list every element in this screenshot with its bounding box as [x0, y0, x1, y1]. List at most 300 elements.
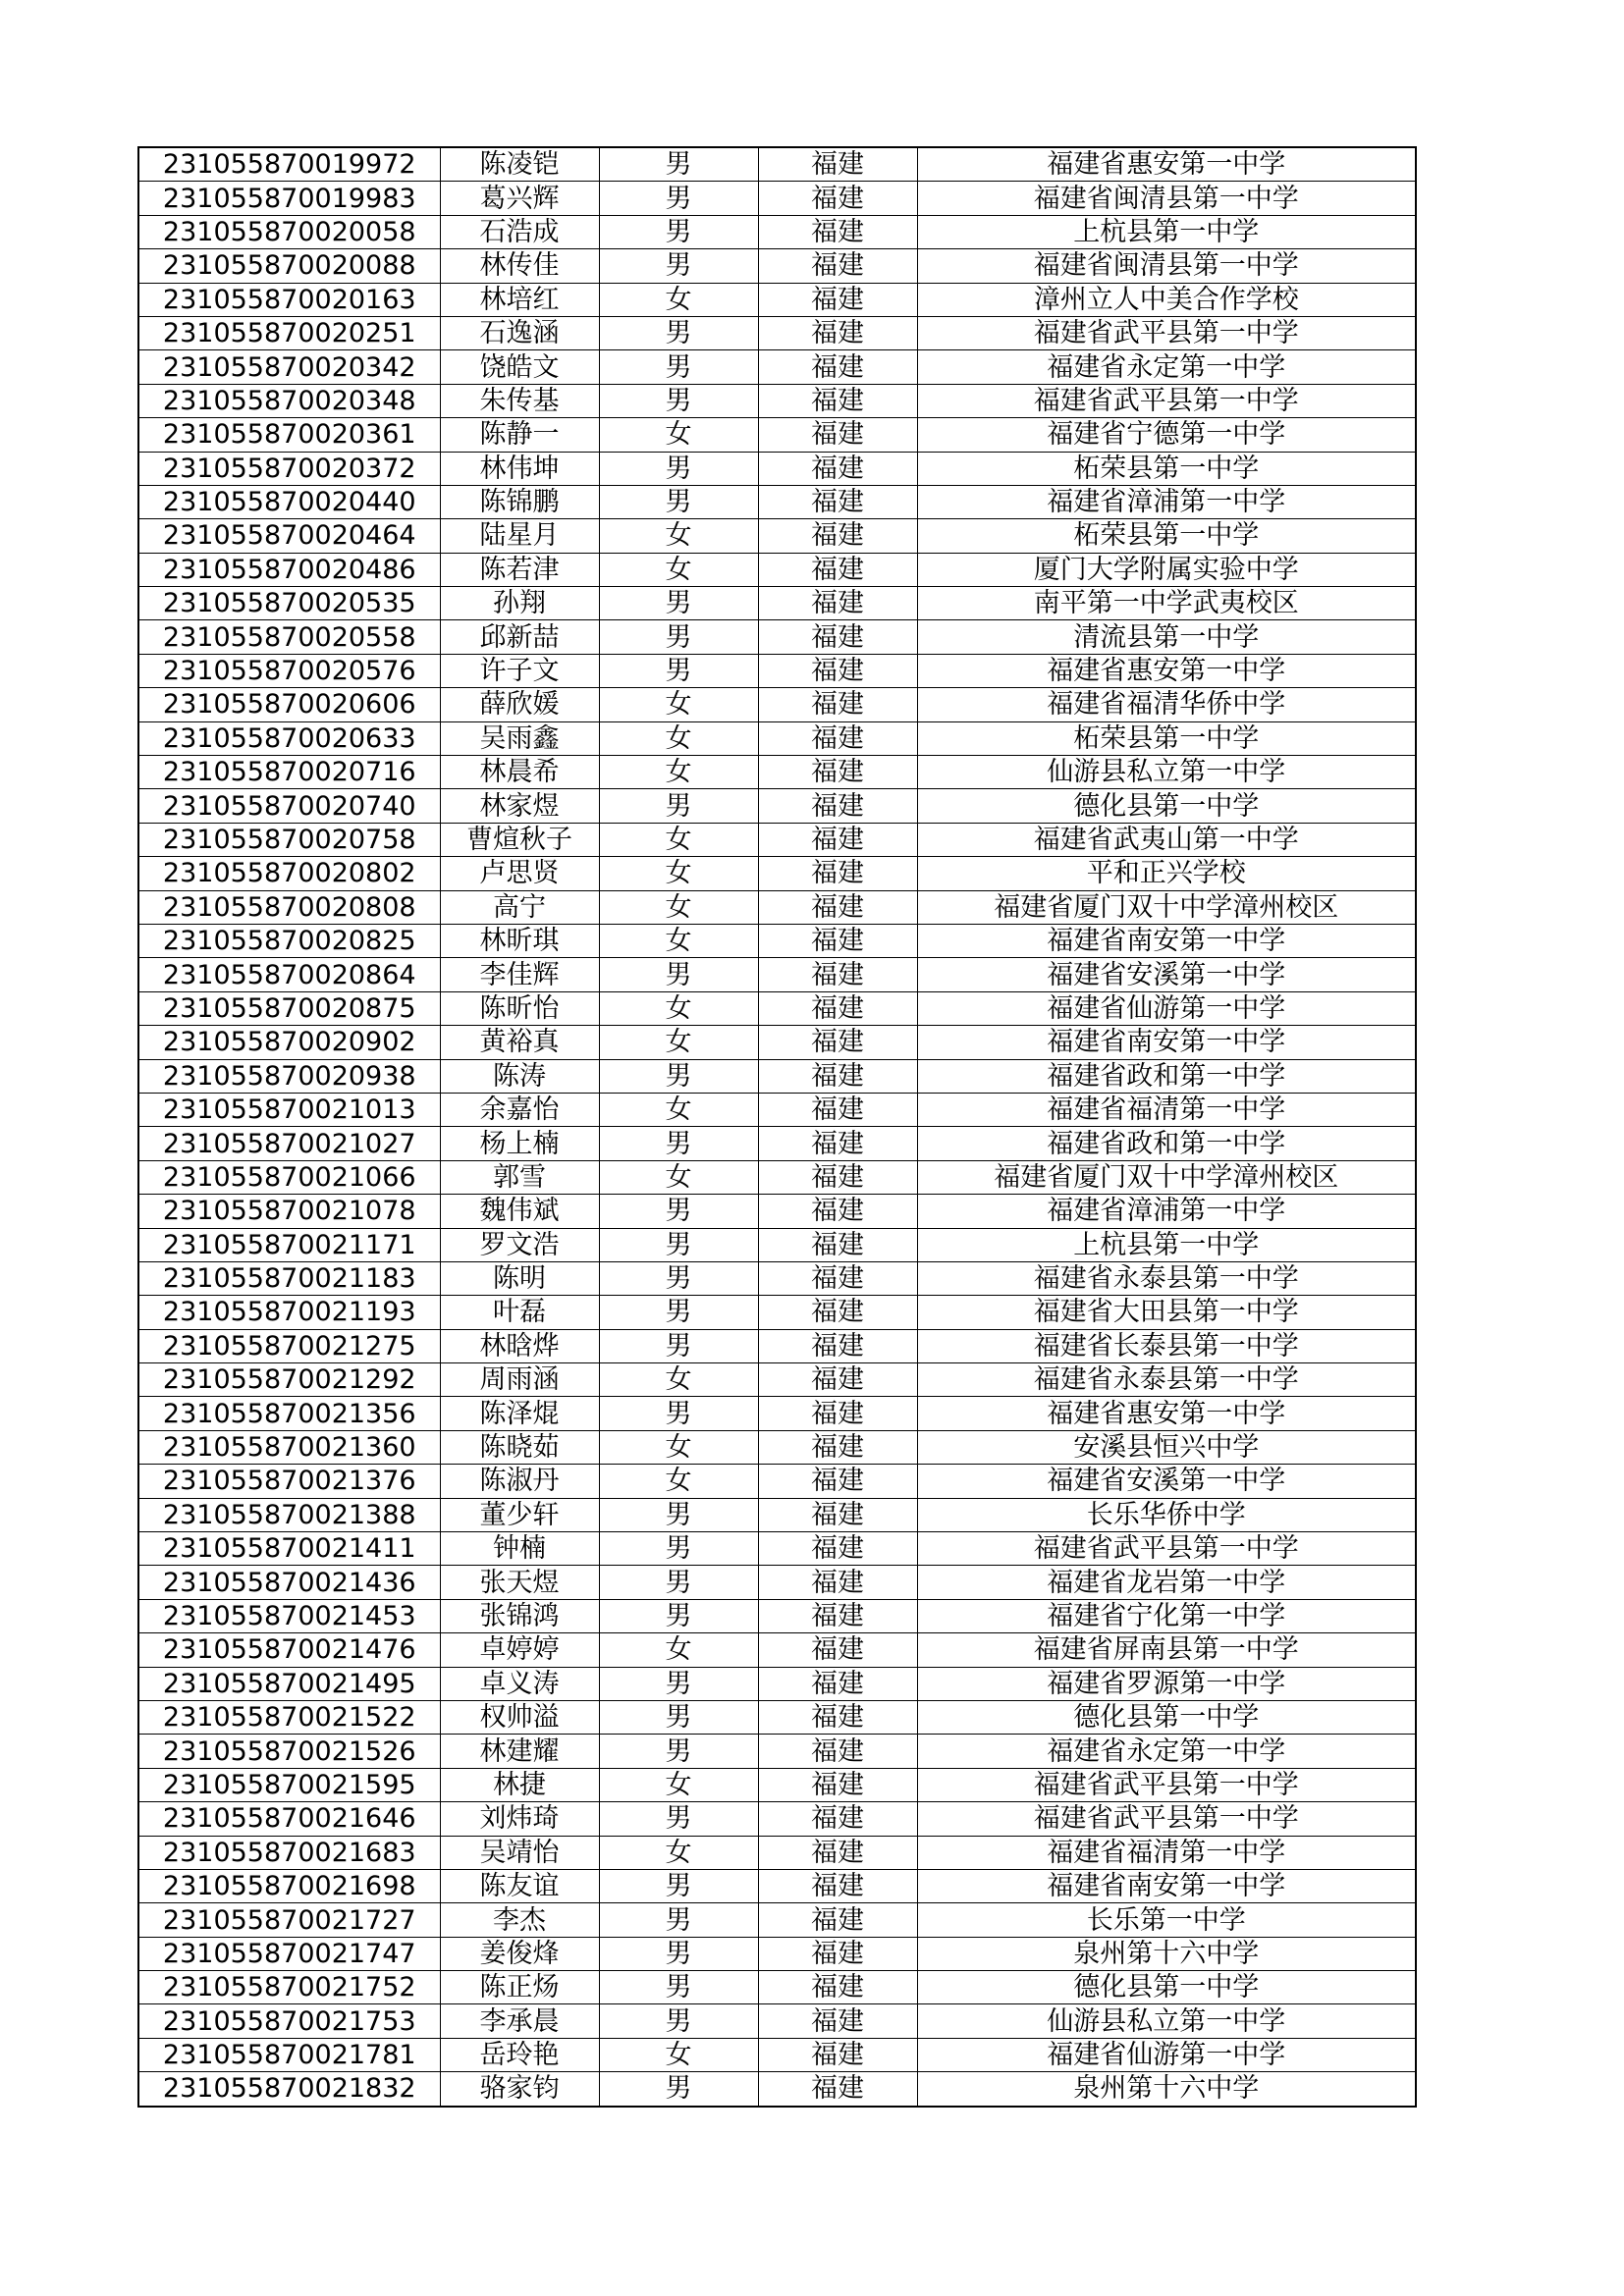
student-school-cell: 柘荣县第一中学: [917, 519, 1416, 553]
student-school-cell: 福建省福清第一中学: [917, 1093, 1416, 1126]
student-school-cell: 福建省仙游第一中学: [917, 991, 1416, 1025]
table-row: [138, 1160, 1416, 1194]
student-id-cell: 231055870021275: [138, 1329, 440, 1362]
student-id-cell: 231055870021522: [138, 1700, 440, 1734]
student-sex-cell: 女: [599, 1160, 758, 1194]
student-id-cell: 231055870021753: [138, 2004, 440, 2038]
student-school-cell: 福建省闽清县第一中学: [917, 249, 1416, 283]
student-sex-cell: 男: [599, 316, 758, 349]
student-province-cell: 福建: [758, 890, 917, 924]
student-province-cell: 福建: [758, 721, 917, 755]
table-row: [138, 1363, 1416, 1397]
student-province-cell: 福建: [758, 1059, 917, 1093]
student-province-cell: 福建: [758, 1465, 917, 1498]
student-province-cell: 福建: [758, 1026, 917, 1059]
student-school-cell: 福建省惠安第一中学: [917, 1397, 1416, 1430]
student-province-cell: 福建: [758, 553, 917, 586]
student-school-cell: 福建省永泰县第一中学: [917, 1363, 1416, 1397]
student-school-cell: 福建省武平县第一中学: [917, 1768, 1416, 1801]
student-sex-cell: 男: [599, 587, 758, 620]
student-province-cell: 福建: [758, 1498, 917, 1531]
student-sex-cell: 男: [599, 1566, 758, 1599]
table-row: [138, 1700, 1416, 1734]
student-province-cell: 福建: [758, 654, 917, 687]
table-row: [138, 182, 1416, 215]
student-province-cell: 福建: [758, 688, 917, 721]
student-sex-cell: 女: [599, 1465, 758, 1498]
student-sex-cell: 男: [599, 1802, 758, 1836]
student-sex-cell: 男: [599, 1599, 758, 1632]
student-sex-cell: 女: [599, 283, 758, 316]
student-sex-cell: 男: [599, 485, 758, 518]
student-sex-cell: 男: [599, 215, 758, 248]
student-school-cell: 福建省福清第一中学: [917, 1836, 1416, 1869]
student-sex-cell: 男: [599, 1228, 758, 1261]
student-name-cell: 林昕琪: [440, 924, 599, 957]
student-id-cell: 231055870020361: [138, 418, 440, 452]
student-school-cell: 福建省永定第一中学: [917, 350, 1416, 384]
student-id-cell: 231055870020163: [138, 283, 440, 316]
student-sex-cell: 女: [599, 857, 758, 890]
student-name-cell: 姜俊烽: [440, 1937, 599, 1970]
table-row: [138, 1802, 1416, 1836]
student-name-cell: 葛兴辉: [440, 182, 599, 215]
student-id-cell: 231055870020716: [138, 756, 440, 789]
table-row: [138, 1059, 1416, 1093]
student-name-cell: 石浩成: [440, 215, 599, 248]
student-school-cell: 福建省武平县第一中学: [917, 1802, 1416, 1836]
student-name-cell: 陆星月: [440, 519, 599, 553]
student-province-cell: 福建: [758, 1195, 917, 1228]
student-province-cell: 福建: [758, 249, 917, 283]
student-id-cell: 231055870021356: [138, 1397, 440, 1430]
student-name-cell: 李杰: [440, 1903, 599, 1937]
student-province-cell: 福建: [758, 1802, 917, 1836]
student-name-cell: 孙翔: [440, 587, 599, 620]
student-province-cell: 福建: [758, 620, 917, 654]
student-name-cell: 吴靖怡: [440, 1836, 599, 1869]
student-id-cell: 231055870020875: [138, 991, 440, 1025]
student-name-cell: 魏伟斌: [440, 1195, 599, 1228]
student-sex-cell: 女: [599, 1633, 758, 1667]
student-school-cell: 福建省大田县第一中学: [917, 1296, 1416, 1329]
table-row: [138, 553, 1416, 586]
table-row: [138, 1667, 1416, 1700]
student-school-cell: 福建省永定第一中学: [917, 1735, 1416, 1768]
student-province-cell: 福建: [758, 2072, 917, 2107]
student-name-cell: 李佳辉: [440, 958, 599, 991]
student-id-cell: 231055870020758: [138, 823, 440, 856]
student-province-cell: 福建: [758, 283, 917, 316]
student-province-cell: 福建: [758, 2004, 917, 2038]
student-sex-cell: 女: [599, 823, 758, 856]
student-name-cell: 杨上楠: [440, 1127, 599, 1160]
student-sex-cell: 男: [599, 452, 758, 485]
student-id-cell: 231055870021292: [138, 1363, 440, 1397]
student-id-cell: 231055870020740: [138, 789, 440, 823]
student-school-cell: 福建省安溪第一中学: [917, 1465, 1416, 1498]
student-sex-cell: 男: [599, 1937, 758, 1970]
student-province-cell: 福建: [758, 1633, 917, 1667]
student-name-cell: 饶皓文: [440, 350, 599, 384]
student-province-cell: 福建: [758, 418, 917, 452]
student-sex-cell: 男: [599, 1498, 758, 1531]
student-school-cell: 福建省惠安第一中学: [917, 147, 1416, 182]
student-province-cell: 福建: [758, 1127, 917, 1160]
table-row: [138, 316, 1416, 349]
student-province-cell: 福建: [758, 958, 917, 991]
student-school-cell: 长乐华侨中学: [917, 1498, 1416, 1531]
student-sex-cell: 男: [599, 1532, 758, 1566]
student-province-cell: 福建: [758, 789, 917, 823]
student-school-cell: 福建省宁化第一中学: [917, 1599, 1416, 1632]
student-sex-cell: 男: [599, 2004, 758, 2038]
table-row: [138, 1836, 1416, 1869]
table-row: [138, 2004, 1416, 2038]
student-name-cell: 陈涛: [440, 1059, 599, 1093]
student-name-cell: 陈友谊: [440, 1869, 599, 1902]
student-id-cell: 231055870021683: [138, 1836, 440, 1869]
student-id-cell: 231055870021453: [138, 1599, 440, 1632]
student-id-cell: 231055870020348: [138, 384, 440, 417]
table-row: [138, 1735, 1416, 1768]
student-sex-cell: 男: [599, 620, 758, 654]
student-sex-cell: 男: [599, 1735, 758, 1768]
student-name-cell: 权帅溢: [440, 1700, 599, 1734]
student-name-cell: 许子文: [440, 654, 599, 687]
student-id-cell: 231055870021698: [138, 1869, 440, 1902]
student-school-cell: 泉州第十六中学: [917, 2072, 1416, 2107]
student-school-cell: 厦门大学附属实验中学: [917, 553, 1416, 586]
student-school-cell: 福建省政和第一中学: [917, 1127, 1416, 1160]
student-school-cell: 长乐第一中学: [917, 1903, 1416, 1937]
student-name-cell: 陈明: [440, 1261, 599, 1295]
student-name-cell: 吴雨鑫: [440, 721, 599, 755]
table-row: [138, 1195, 1416, 1228]
student-province-cell: 福建: [758, 1329, 917, 1362]
table-row: [138, 688, 1416, 721]
student-school-cell: 福建省武夷山第一中学: [917, 823, 1416, 856]
student-name-cell: 陈正炀: [440, 1971, 599, 2004]
student-sex-cell: 男: [599, 1329, 758, 1362]
student-school-cell: 柘荣县第一中学: [917, 721, 1416, 755]
student-sex-cell: 男: [599, 654, 758, 687]
table-row: [138, 1566, 1416, 1599]
student-name-cell: 卓婷婷: [440, 1633, 599, 1667]
student-school-cell: 福建省漳浦第一中学: [917, 1195, 1416, 1228]
student-id-cell: 231055870021360: [138, 1430, 440, 1464]
student-sex-cell: 女: [599, 2038, 758, 2071]
student-sex-cell: 男: [599, 789, 758, 823]
student-province-cell: 福建: [758, 857, 917, 890]
student-province-cell: 福建: [758, 1397, 917, 1430]
student-sex-cell: 男: [599, 1667, 758, 1700]
student-roster-table: [137, 146, 1417, 2108]
student-sex-cell: 男: [599, 2072, 758, 2107]
student-id-cell: 231055870021752: [138, 1971, 440, 2004]
student-id-cell: 231055870020558: [138, 620, 440, 654]
student-id-cell: 231055870020938: [138, 1059, 440, 1093]
student-province-cell: 福建: [758, 1903, 917, 1937]
student-school-cell: 福建省长泰县第一中学: [917, 1329, 1416, 1362]
table-row: [138, 1261, 1416, 1295]
table-row: [138, 721, 1416, 755]
student-sex-cell: 女: [599, 1768, 758, 1801]
student-sex-cell: 女: [599, 721, 758, 755]
student-sex-cell: 女: [599, 1026, 758, 1059]
student-id-cell: 231055870020251: [138, 316, 440, 349]
student-sex-cell: 男: [599, 182, 758, 215]
student-id-cell: 231055870021526: [138, 1735, 440, 1768]
student-school-cell: 上杭县第一中学: [917, 1228, 1416, 1261]
student-school-cell: 福建省龙岩第一中学: [917, 1566, 1416, 1599]
table-row: [138, 1937, 1416, 1970]
student-province-cell: 福建: [758, 1566, 917, 1599]
student-province-cell: 福建: [758, 316, 917, 349]
student-province-cell: 福建: [758, 823, 917, 856]
student-id-cell: 231055870021595: [138, 1768, 440, 1801]
table-row: [138, 1768, 1416, 1801]
table-row: [138, 1869, 1416, 1902]
table-row: [138, 384, 1416, 417]
student-province-cell: 福建: [758, 1228, 917, 1261]
student-sex-cell: 女: [599, 756, 758, 789]
table-row: [138, 283, 1416, 316]
student-school-cell: 福建省厦门双十中学漳州校区: [917, 1160, 1416, 1194]
student-id-cell: 231055870021376: [138, 1465, 440, 1498]
student-id-cell: 231055870020058: [138, 215, 440, 248]
table-row: [138, 147, 1416, 182]
student-sex-cell: 男: [599, 1296, 758, 1329]
table-row: [138, 215, 1416, 248]
student-id-cell: 231055870019983: [138, 182, 440, 215]
student-id-cell: 231055870020464: [138, 519, 440, 553]
student-sex-cell: 男: [599, 249, 758, 283]
student-school-cell: 福建省武平县第一中学: [917, 384, 1416, 417]
student-sex-cell: 男: [599, 1195, 758, 1228]
table-row: [138, 2072, 1416, 2107]
student-name-cell: 岳玲艳: [440, 2038, 599, 2071]
student-name-cell: 陈静一: [440, 418, 599, 452]
student-name-cell: 林晗烨: [440, 1329, 599, 1362]
student-school-cell: 柘荣县第一中学: [917, 452, 1416, 485]
table-row: [138, 485, 1416, 518]
student-sex-cell: 男: [599, 1127, 758, 1160]
student-id-cell: 231055870021027: [138, 1127, 440, 1160]
student-id-cell: 231055870019972: [138, 147, 440, 182]
student-sex-cell: 男: [599, 1971, 758, 2004]
table-row: [138, 519, 1416, 553]
student-id-cell: 231055870021436: [138, 1566, 440, 1599]
student-name-cell: 刘炜琦: [440, 1802, 599, 1836]
student-school-cell: 德化县第一中学: [917, 789, 1416, 823]
student-id-cell: 231055870021832: [138, 2072, 440, 2107]
student-school-cell: 安溪县恒兴中学: [917, 1430, 1416, 1464]
student-province-cell: 福建: [758, 215, 917, 248]
table-row: [138, 1633, 1416, 1667]
student-name-cell: 叶磊: [440, 1296, 599, 1329]
student-school-cell: 德化县第一中学: [917, 1971, 1416, 2004]
student-id-cell: 231055870021747: [138, 1937, 440, 1970]
student-sex-cell: 女: [599, 1093, 758, 1126]
student-name-cell: 罗文浩: [440, 1228, 599, 1261]
student-name-cell: 曹煊秋子: [440, 823, 599, 856]
student-sex-cell: 男: [599, 1261, 758, 1295]
student-province-cell: 福建: [758, 1836, 917, 1869]
student-name-cell: 邱新喆: [440, 620, 599, 654]
table-row: [138, 587, 1416, 620]
student-id-cell: 231055870020606: [138, 688, 440, 721]
student-sex-cell: 男: [599, 1903, 758, 1937]
student-province-cell: 福建: [758, 756, 917, 789]
student-school-cell: 福建省漳浦第一中学: [917, 485, 1416, 518]
student-province-cell: 福建: [758, 182, 917, 215]
student-name-cell: 林家煜: [440, 789, 599, 823]
student-id-cell: 231055870021495: [138, 1667, 440, 1700]
student-id-cell: 231055870020372: [138, 452, 440, 485]
student-province-cell: 福建: [758, 1869, 917, 1902]
table-row: [138, 1599, 1416, 1632]
table-row: [138, 620, 1416, 654]
student-school-cell: 福建省南安第一中学: [917, 924, 1416, 957]
student-province-cell: 福建: [758, 2038, 917, 2071]
student-id-cell: 231055870021193: [138, 1296, 440, 1329]
table-row: [138, 823, 1416, 856]
student-province-cell: 福建: [758, 519, 917, 553]
table-row: [138, 756, 1416, 789]
student-school-cell: 德化县第一中学: [917, 1700, 1416, 1734]
table-row: [138, 452, 1416, 485]
table-row: [138, 924, 1416, 957]
student-province-cell: 福建: [758, 1667, 917, 1700]
student-name-cell: 陈凌铠: [440, 147, 599, 182]
student-name-cell: 钟楠: [440, 1532, 599, 1566]
student-sex-cell: 女: [599, 553, 758, 586]
student-name-cell: 卢思贤: [440, 857, 599, 890]
student-school-cell: 福建省宁德第一中学: [917, 418, 1416, 452]
table-row: [138, 1903, 1416, 1937]
student-id-cell: 231055870020802: [138, 857, 440, 890]
student-id-cell: 231055870020864: [138, 958, 440, 991]
student-name-cell: 郭雪: [440, 1160, 599, 1194]
student-province-cell: 福建: [758, 1532, 917, 1566]
table-row: [138, 991, 1416, 1025]
student-province-cell: 福建: [758, 1735, 917, 1768]
student-name-cell: 陈泽焜: [440, 1397, 599, 1430]
student-province-cell: 福建: [758, 485, 917, 518]
student-province-cell: 福建: [758, 147, 917, 182]
student-id-cell: 231055870020808: [138, 890, 440, 924]
student-school-cell: 福建省仙游第一中学: [917, 2038, 1416, 2071]
roster-body: [138, 147, 1416, 2107]
student-sex-cell: 女: [599, 1363, 758, 1397]
student-province-cell: 福建: [758, 924, 917, 957]
student-name-cell: 董少轩: [440, 1498, 599, 1531]
student-province-cell: 福建: [758, 1768, 917, 1801]
student-province-cell: 福建: [758, 991, 917, 1025]
student-name-cell: 林培红: [440, 283, 599, 316]
student-sex-cell: 女: [599, 890, 758, 924]
student-name-cell: 余嘉怡: [440, 1093, 599, 1126]
student-sex-cell: 女: [599, 1430, 758, 1464]
student-school-cell: 福建省福清华侨中学: [917, 688, 1416, 721]
student-school-cell: 上杭县第一中学: [917, 215, 1416, 248]
student-id-cell: 231055870020486: [138, 553, 440, 586]
table-row: [138, 1971, 1416, 2004]
table-row: [138, 1498, 1416, 1531]
table-row: [138, 1329, 1416, 1362]
table-row: [138, 1465, 1416, 1498]
table-row: [138, 1127, 1416, 1160]
student-province-cell: 福建: [758, 587, 917, 620]
student-name-cell: 骆家钧: [440, 2072, 599, 2107]
student-province-cell: 福建: [758, 1971, 917, 2004]
student-name-cell: 林传佳: [440, 249, 599, 283]
student-province-cell: 福建: [758, 1363, 917, 1397]
student-id-cell: 231055870020633: [138, 721, 440, 755]
student-name-cell: 陈晓茹: [440, 1430, 599, 1464]
student-name-cell: 林晨希: [440, 756, 599, 789]
student-province-cell: 福建: [758, 1599, 917, 1632]
student-school-cell: 福建省惠安第一中学: [917, 654, 1416, 687]
student-name-cell: 卓义涛: [440, 1667, 599, 1700]
table-row: [138, 2038, 1416, 2071]
table-row: [138, 654, 1416, 687]
student-school-cell: 仙游县私立第一中学: [917, 2004, 1416, 2038]
student-id-cell: 231055870021171: [138, 1228, 440, 1261]
student-id-cell: 231055870021388: [138, 1498, 440, 1531]
student-id-cell: 231055870021183: [138, 1261, 440, 1295]
student-sex-cell: 女: [599, 924, 758, 957]
student-sex-cell: 男: [599, 147, 758, 182]
student-name-cell: 张锦鸿: [440, 1599, 599, 1632]
student-school-cell: 福建省政和第一中学: [917, 1059, 1416, 1093]
student-school-cell: 福建省南安第一中学: [917, 1026, 1416, 1059]
student-id-cell: 231055870020576: [138, 654, 440, 687]
student-province-cell: 福建: [758, 1296, 917, 1329]
student-name-cell: 林伟坤: [440, 452, 599, 485]
student-province-cell: 福建: [758, 1093, 917, 1126]
student-id-cell: 231055870021646: [138, 1802, 440, 1836]
student-sex-cell: 男: [599, 1397, 758, 1430]
student-name-cell: 陈锦鹏: [440, 485, 599, 518]
student-school-cell: 福建省闽清县第一中学: [917, 182, 1416, 215]
student-name-cell: 周雨涵: [440, 1363, 599, 1397]
student-name-cell: 李承晨: [440, 2004, 599, 2038]
student-name-cell: 黄裕真: [440, 1026, 599, 1059]
student-id-cell: 231055870020088: [138, 249, 440, 283]
student-school-cell: 南平第一中学武夷校区: [917, 587, 1416, 620]
student-school-cell: 漳州立人中美合作学校: [917, 283, 1416, 316]
student-name-cell: 薛欣媛: [440, 688, 599, 721]
student-sex-cell: 女: [599, 688, 758, 721]
student-name-cell: 陈若津: [440, 553, 599, 586]
student-school-cell: 福建省南安第一中学: [917, 1869, 1416, 1902]
student-sex-cell: 男: [599, 1059, 758, 1093]
student-school-cell: 福建省永泰县第一中学: [917, 1261, 1416, 1295]
student-name-cell: 陈昕怡: [440, 991, 599, 1025]
table-row: [138, 1093, 1416, 1126]
student-sex-cell: 女: [599, 991, 758, 1025]
student-id-cell: 231055870021078: [138, 1195, 440, 1228]
table-row: [138, 350, 1416, 384]
student-sex-cell: 男: [599, 1869, 758, 1902]
student-school-cell: 仙游县私立第一中学: [917, 756, 1416, 789]
student-province-cell: 福建: [758, 384, 917, 417]
student-name-cell: 张天煜: [440, 1566, 599, 1599]
student-id-cell: 231055870020825: [138, 924, 440, 957]
table-row: [138, 1397, 1416, 1430]
